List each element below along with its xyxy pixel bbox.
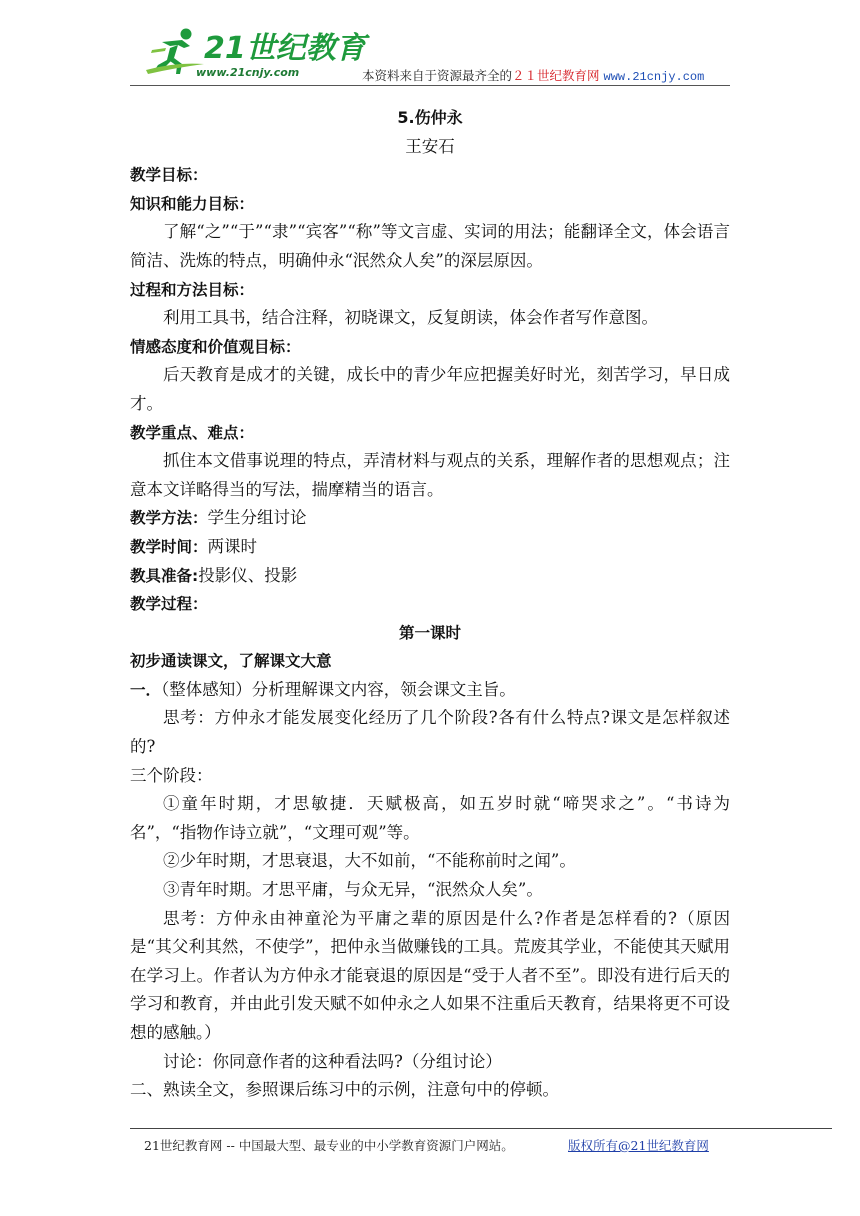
discussion: 讨论：你同意作者的这种看法吗?（分组讨论） <box>163 1051 502 1071</box>
doc-title: 5.伤仲永 <box>397 108 463 127</box>
doc-author: 王安石 <box>405 136 455 156</box>
tools-line <box>130 562 730 591</box>
procedure-heading: 教学过程： <box>130 595 208 614</box>
process-text: 利用工具书，结合注释，初晓课文，反复朗读，体会作者写作意图。 <box>163 308 658 328</box>
step-one-text: （整体感知）分析理解课文内容，领会课文主旨。 <box>161 679 516 699</box>
footer-copyright-link[interactable]: 版权所有@21世纪教育网 <box>568 1138 709 1153</box>
header-divider <box>130 85 730 86</box>
time-value: 两课时 <box>207 536 258 556</box>
knowledge-text: 了解“之”“于”“隶”“宾客”“称”等文言虚、实词的用法；能翻译全文，体会语言简洁、洗炼的特点，明确仲永“泯然众人矣”的深层原因。 <box>130 222 730 270</box>
document-body <box>130 104 730 1105</box>
logo-url: www.21cnjy.com <box>196 66 300 79</box>
header-note-url[interactable]: www.21cnjy.com <box>603 70 705 84</box>
method-label: 教学方法： <box>130 509 208 528</box>
site-logo <box>134 24 366 86</box>
footer-left: 21世纪教育网 -- 中国最大型、最专业的中小学教育资源门户网站。 <box>144 1138 514 1153</box>
lesson-one-heading: 第一课时 <box>398 623 461 642</box>
page-footer <box>144 1136 709 1154</box>
stage-three: ③青年时期。才思平庸，与众无异，“泯然众人矣”。 <box>163 880 543 900</box>
process-heading: 过程和方法目标： <box>130 280 255 299</box>
emotion-heading: 情感态度和价值观目标： <box>130 337 301 356</box>
header-note <box>362 66 704 84</box>
step-one-label: 一． <box>130 680 162 699</box>
emotion-text: 后天教育是成才的关键，成长中的青少年应把握美好时光，刻苦学习，早日成才。 <box>130 365 730 413</box>
header-note-prefix: 本资料来自于资源最齐全的 <box>362 68 513 83</box>
key-text: 抓住本文借事说理的特点，弄清材料与观点的关系，理解作者的思想观点；注意本文详略得当的写法，揣摩精当的语言。 <box>130 451 730 499</box>
step-two: 二、熟读全文，参照课后练习中的示例，注意句中的停顿。 <box>130 1080 559 1100</box>
knowledge-heading: 知识和能力目标： <box>130 194 255 213</box>
tools-label: 教具准备: <box>130 566 199 585</box>
tools-value: 投影仪、投影 <box>198 565 298 585</box>
stage-one: ①童年时期，才思敏捷．天赋极高，如五岁时就“啼哭求之”。“书诗为名”，“指物作诗立就”，“文理可观”等。 <box>130 794 730 842</box>
question-two: 思考：方仲永由神童沦为平庸之辈的原因是什么?作者是怎样看的?（原因是“其父利其然，不使学”，把仲永当做赚钱的工具。荒废其学业，不能使其天赋用在学习上。作者认为方仲永才能衰退的原因是“受于人者不至”。即没有进行后天的学习和教育，并由此引发天赋不如仲永之人如果不注重后天教育，结果将更不可设想的感触。） <box>130 908 730 1042</box>
stage-two: ②少年时期，才思衰退，大不如前，“不能称前时之闻”。 <box>163 851 576 871</box>
key-heading: 教学重点、难点： <box>130 423 255 442</box>
footer-divider <box>130 1128 832 1129</box>
method-value: 学生分组讨论 <box>207 508 307 528</box>
stages-heading: 三个阶段： <box>130 765 213 785</box>
header-note-site[interactable]: ２１世纪教育网 <box>512 68 600 83</box>
logo-text: 21世纪教育 <box>204 31 366 66</box>
time-line <box>130 533 730 562</box>
section-heading: 初步通读课文，了解课文大意 <box>130 652 332 671</box>
time-label: 教学时间： <box>130 537 208 556</box>
question-one: 思考：方仲永才能发展变化经历了几个阶段?各有什么特点?课文是怎样叙述的? <box>130 708 730 757</box>
step-one <box>130 676 730 705</box>
method-line <box>130 504 730 533</box>
objectives-heading: 教学目标： <box>130 166 208 185</box>
